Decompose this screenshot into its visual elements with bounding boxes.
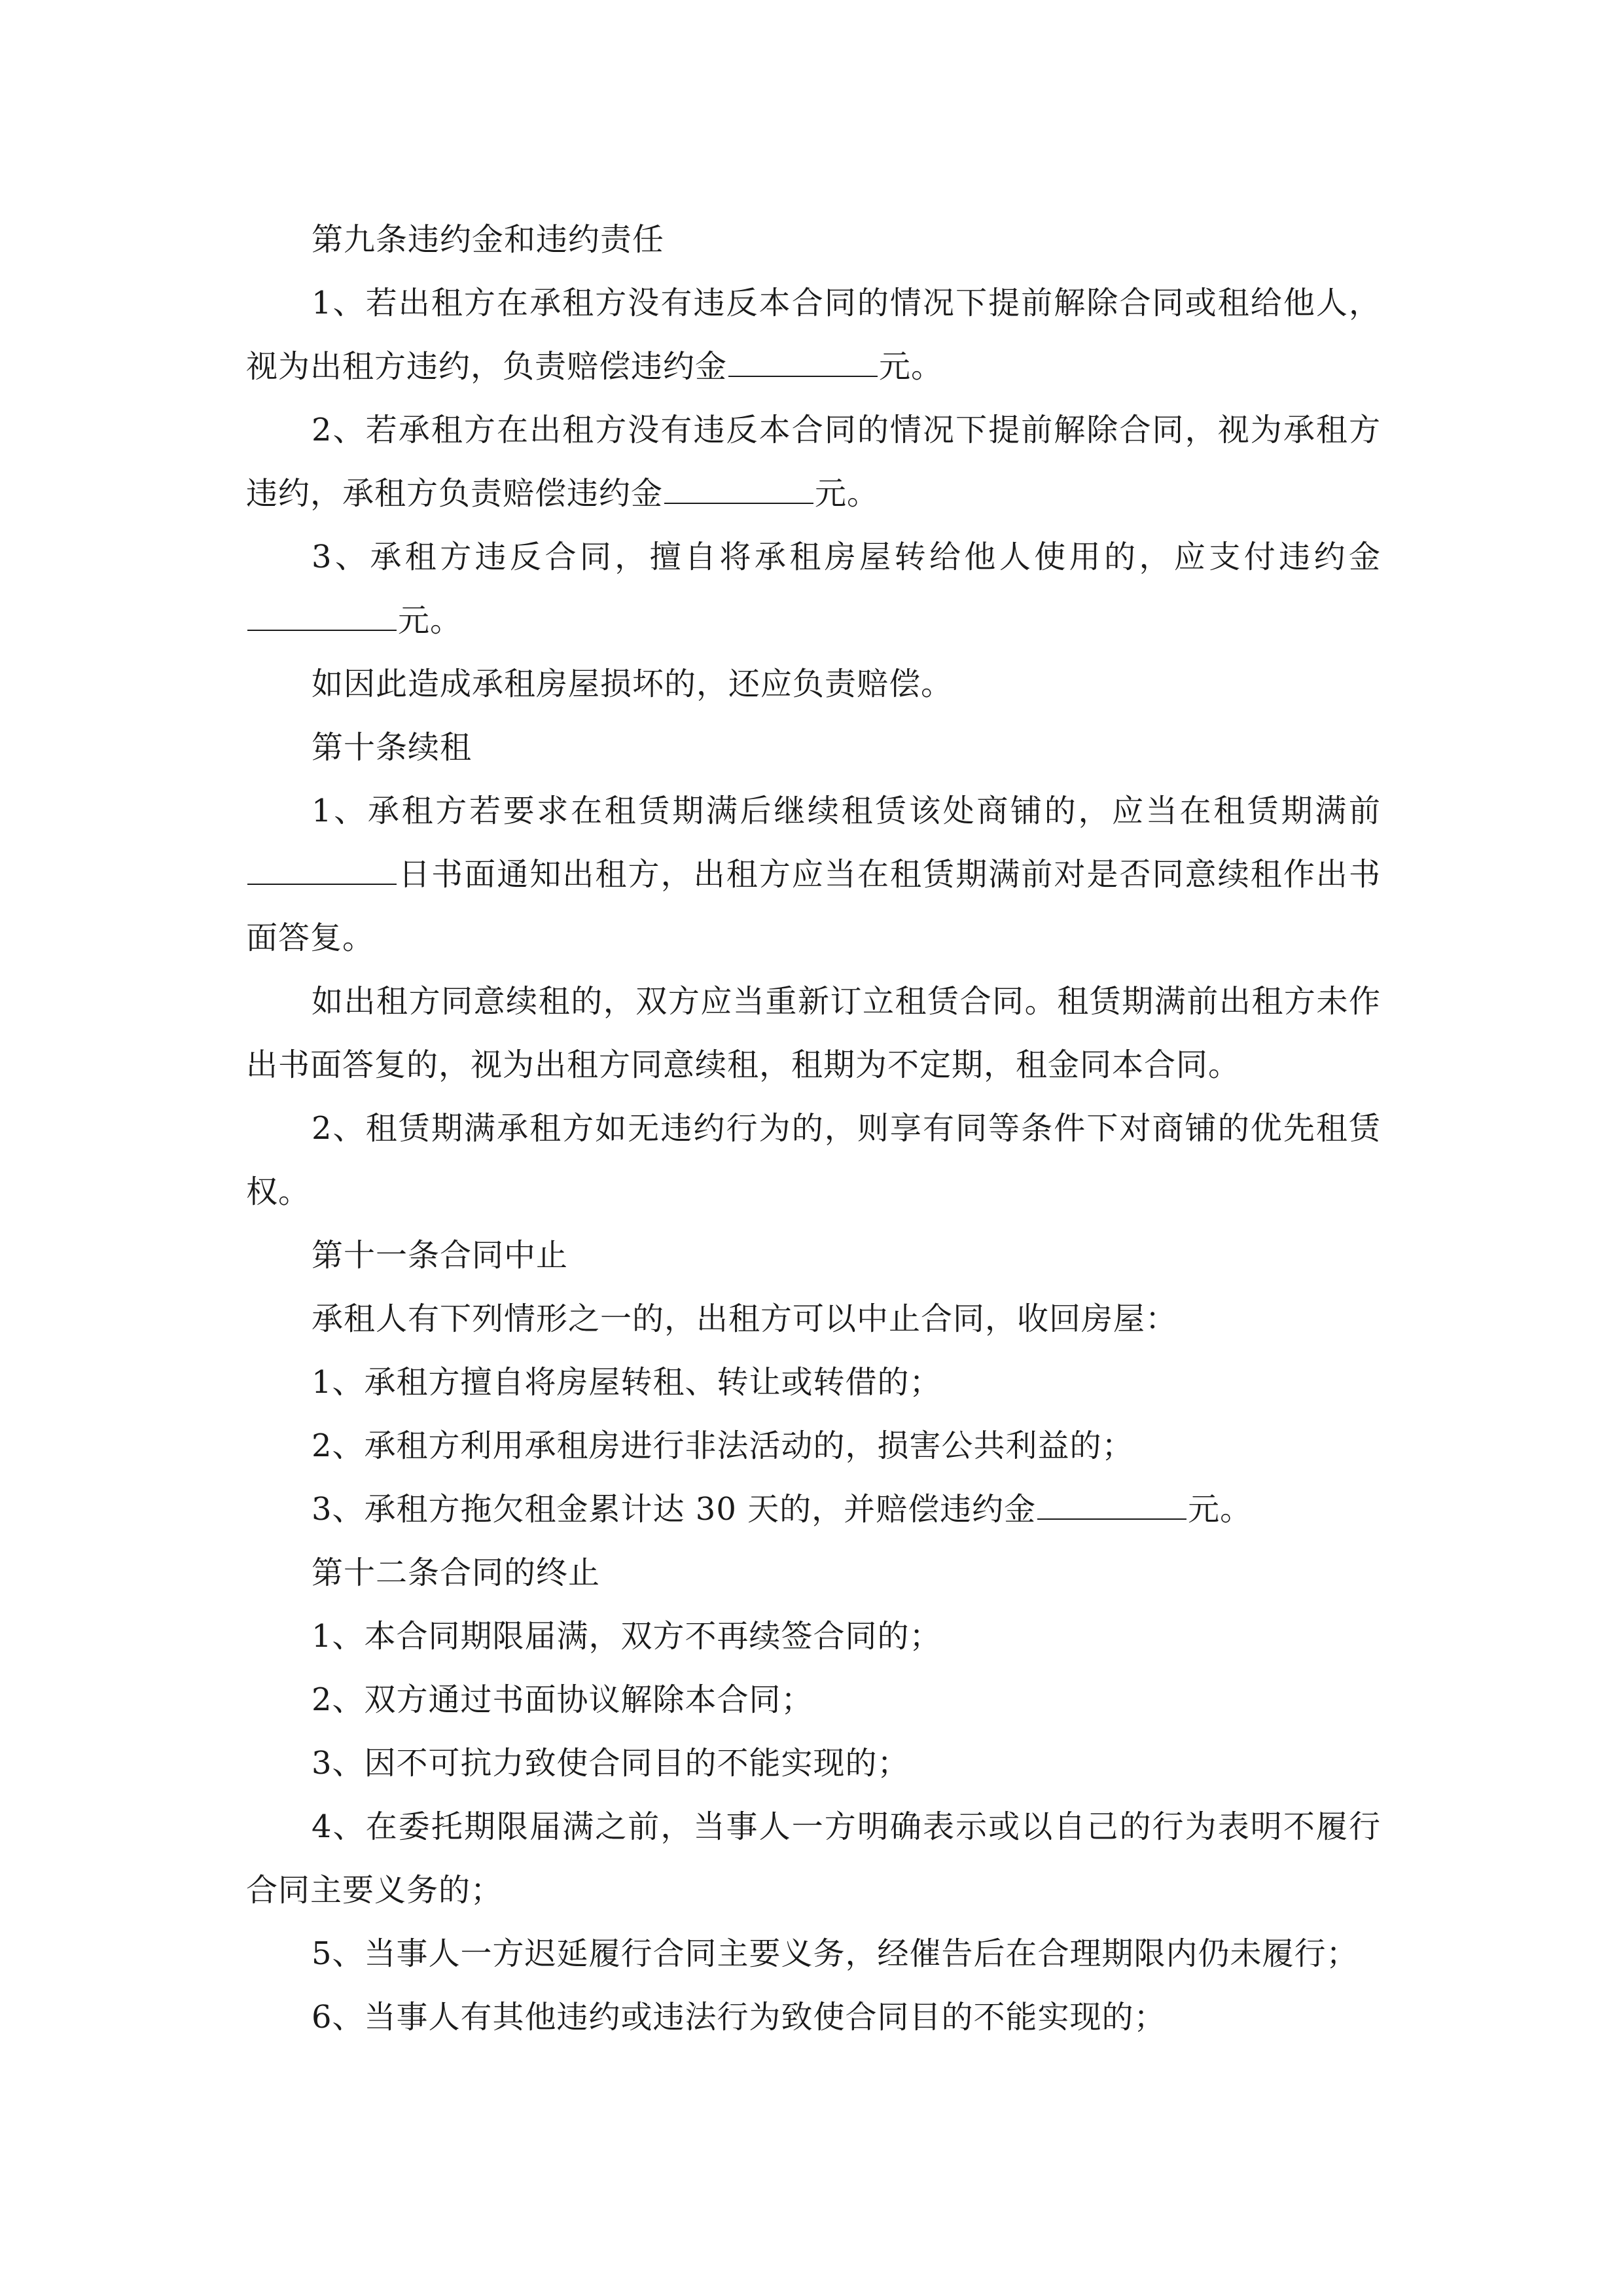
- paragraph-text: 第十二条合同的终止: [312, 1554, 601, 1591]
- paragraph-text: 如因此造成承租房屋损坏的，还应负责赔偿。: [312, 666, 954, 702]
- clause-10-2: [246, 1097, 1381, 1224]
- paragraph-text: 3、因不可抗力致使合同目的不能实现的；: [312, 1745, 910, 1782]
- clause-11-intro: [246, 1287, 1381, 1351]
- paragraph-text: 3、承租方拖欠租金累计达 30 天的，并赔偿违约金: [312, 1491, 1037, 1528]
- clause-10-note: [246, 970, 1381, 1097]
- clause-12-6: [246, 1986, 1381, 2049]
- paragraph-text: 2、租赁期满承租方如无违约行为的，则享有同等条件下对商铺的优先租赁权。: [246, 1110, 1381, 1210]
- clause-10-1: [246, 780, 1381, 970]
- paragraph-text: 第十条续租: [312, 729, 473, 766]
- clause-12-5: [246, 1922, 1381, 1986]
- fill-in-blank: [728, 350, 878, 377]
- paragraph-text: 6、当事人有其他违约或违法行为致使合同目的不能实现的；: [312, 1999, 1166, 2036]
- paragraph-text: 1、承租方擅自将房屋转租、转让或转借的；: [312, 1364, 942, 1401]
- paragraph-text: 1、本合同期限届满，双方不再续签合同的；: [312, 1618, 942, 1655]
- paragraph-text: 3、承租方违反合同，擅自将承租房屋转给他人使用的，应支付违约金: [312, 539, 1381, 575]
- clause-12-2: [246, 1668, 1381, 1732]
- paragraph-text: 1、若出租方在承租方没有违反本合同的情况下提前解除合同或租给他人，视为出租方违约，负责赔偿违约金: [246, 285, 1381, 385]
- fill-in-blank: [247, 857, 397, 885]
- clause-9-1: [246, 272, 1381, 399]
- paragraph-text: 4、在委托期限届满之前，当事人一方明确表示或以自己的行为表明不履行合同主要义务的；: [246, 1808, 1381, 1909]
- paragraph-text: 承租人有下列情形之一的，出租方可以中止合同，收回房屋：: [312, 1300, 1178, 1337]
- section-heading-11: [246, 1224, 1381, 1287]
- paragraph-text: 元。: [1188, 1491, 1253, 1528]
- paragraph-text: 2、承租方利用承租房进行非法活动的，损害公共利益的；: [312, 1427, 1134, 1464]
- clause-12-1: [246, 1605, 1381, 1668]
- paragraph-text: 如出租方同意续租的，双方应当重新订立租赁合同。租赁期满前出租方未作出书面答复的，视为出租方同意续租，租期为不定期，租金同本合同。: [246, 983, 1381, 1083]
- paragraph-text: 1、承租方若要求在租赁期满后继续租赁该处商铺的，应当在租赁期满前: [312, 793, 1381, 829]
- document-body: [246, 208, 1381, 2049]
- clause-11-1: [246, 1351, 1381, 1414]
- paragraph-text: 日书面通知出租方，出租方应当在租赁期满前对是否同意续租作出书面答复。: [246, 856, 1381, 956]
- fill-in-blank: [664, 476, 813, 504]
- clause-11-2: [246, 1414, 1381, 1478]
- fill-in-blank: [1037, 1492, 1186, 1520]
- paragraph-text: 2、双方通过书面协议解除本合同；: [312, 1681, 813, 1718]
- clause-12-3: [246, 1732, 1381, 1795]
- clause-9-3: [246, 526, 1381, 653]
- paragraph-text: 5、当事人一方迟延履行合同主要义务，经催告后在合理期限内仍未履行；: [312, 1935, 1359, 1972]
- section-heading-9: [246, 208, 1381, 272]
- paragraph-text: 元。: [398, 602, 463, 639]
- clause-9-note: [246, 653, 1381, 716]
- fill-in-blank: [247, 603, 397, 631]
- paragraph-text: 2、若承租方在出租方没有违反本合同的情况下提前解除合同，视为承租方违约，承租方负责赔偿违约金: [246, 412, 1381, 512]
- paragraph-text: 元。: [815, 475, 880, 512]
- clause-12-4: [246, 1795, 1381, 1922]
- paragraph-text: 元。: [879, 348, 944, 385]
- clause-9-2: [246, 399, 1381, 526]
- paragraph-text: 第九条违约金和违约责任: [312, 221, 665, 258]
- section-heading-12: [246, 1541, 1381, 1605]
- section-heading-10: [246, 716, 1381, 780]
- clause-11-3: [246, 1478, 1381, 1541]
- paragraph-text: 第十一条合同中止: [312, 1237, 569, 1274]
